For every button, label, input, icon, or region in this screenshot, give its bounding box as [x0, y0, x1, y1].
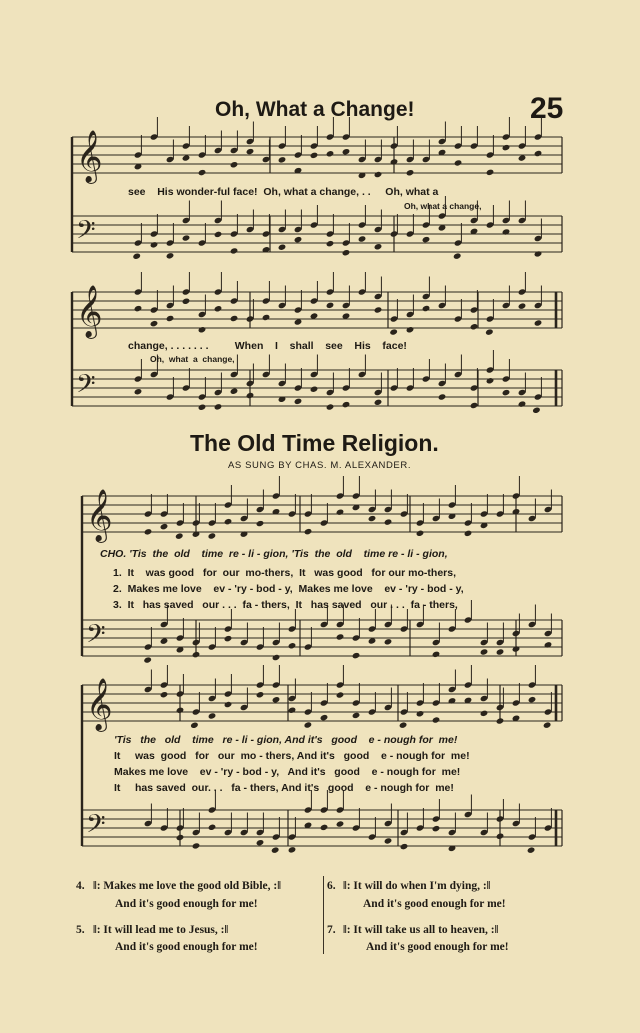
- song2-system2-treble-clef: 𝄞: [86, 677, 113, 730]
- song2-system2-treble-notehead: [528, 696, 537, 703]
- song2-system1-bass-notehead: [384, 638, 393, 645]
- song1-system2-treble-notehead: [230, 315, 239, 322]
- song1-system1-treble-notehead: [406, 169, 415, 176]
- song2-system2-bass-notehead: [192, 842, 201, 849]
- song2-system2-treble-notehead: [543, 721, 552, 728]
- verse-6-number: 6.: [327, 880, 336, 892]
- song1-system1-bass-notehead: [294, 236, 303, 243]
- song1-system2-treble-notehead: [470, 323, 479, 330]
- song1-system1-bass-clef: 𝄢: [76, 216, 96, 251]
- verse-column-divider: [323, 876, 324, 954]
- song1-system2-treble-notehead: [422, 305, 431, 312]
- song1-system2-bass-notehead: [294, 398, 303, 405]
- song1-system1-treble-notehead: [502, 144, 511, 151]
- song2-system2-treble-notehead: [304, 721, 313, 728]
- song1-system2-treble-notehead: [166, 315, 175, 322]
- song-credit: AS SUNG BY CHAS. M. ALEXANDER.: [228, 460, 412, 471]
- song1-system2-bass-notehead: [470, 402, 479, 409]
- song2-system2-bass-notehead: [208, 824, 217, 831]
- song1-system2-bass-notehead: [502, 389, 511, 396]
- song2-system2-treble-notehead: [399, 721, 408, 728]
- song2-s1-line-verse3: 3. It has saved our . . . fa - thers, It has saved our . . . fa - thers,: [113, 599, 458, 611]
- song2-system1-bass-notehead: [480, 648, 489, 655]
- song1-system1-treble-notehead: [486, 169, 495, 176]
- song1-system1-bass-notehead: [534, 250, 543, 257]
- song1-system1-treble-clef: 𝄞: [76, 129, 103, 182]
- song1-system1-bass-notehead: [422, 236, 431, 243]
- song2-system2-bass-notehead: [256, 839, 265, 846]
- song2-system2-treble-notehead: [190, 722, 199, 729]
- song2-system2-treble-notehead: [160, 691, 169, 698]
- song2-system1-treble-notehead: [336, 509, 345, 516]
- song2-system1-treble-notehead: [144, 528, 153, 535]
- song1-system2-treble-notehead: [326, 302, 335, 309]
- song1-system2-treble-notehead: [214, 305, 223, 312]
- song2-system1-treble-notehead: [384, 518, 393, 525]
- verse-4-number: 4.: [76, 880, 85, 892]
- song2-system2-bass-notehead: [288, 846, 297, 853]
- song2-system1-treble-notehead: [416, 530, 425, 537]
- song1-system2-bass-notehead: [198, 404, 207, 411]
- song2-system1-bass-notehead: [160, 637, 169, 644]
- song1-system2-bass-notehead: [342, 401, 351, 408]
- song2-system1-bass-clef: 𝄢: [86, 620, 106, 655]
- song1-system2-bass-clef: 𝄢: [76, 370, 96, 405]
- song1-system2-treble-notehead: [374, 306, 383, 313]
- song1-system2-bass-notehead: [518, 400, 527, 407]
- song1-system1-treble-notehead: [534, 150, 543, 157]
- song2-system2-treble-notehead: [224, 701, 233, 708]
- song2-system2-treble-notehead: [336, 691, 345, 698]
- song1-system2-bass-text: Oh, what a change,: [150, 354, 235, 364]
- song2-system1-treble-notehead: [368, 515, 377, 522]
- song1-system1-bass-notehead: [453, 252, 462, 259]
- song1-system1-bass-notehead: [342, 249, 351, 256]
- verse-5-number: 5.: [76, 924, 85, 936]
- page-number: 25: [530, 92, 564, 125]
- song2-system1-treble-clef: 𝄞: [86, 488, 113, 541]
- song1-system2-treble-notehead: [262, 314, 271, 321]
- song2-system2-treble-notehead: [416, 710, 425, 717]
- song-title-old-time-religion: The Old Time Religion.: [190, 430, 439, 456]
- song1-system1-bass-notehead: [502, 228, 511, 235]
- song1-system1-bass-notehead: [150, 241, 159, 248]
- verse-7-line1: ‖: It will take us all to heaven, :‖: [343, 924, 499, 936]
- song2-system2-treble-notehead: [320, 714, 329, 721]
- song2-system1-treble-notehead: [256, 520, 265, 527]
- song1-system2-treble-notehead: [182, 298, 191, 305]
- song2-s2-line-verse1: It was good for our mo - thers, And it's good e - nough for me!: [114, 750, 470, 762]
- song1-system1-treble-notehead: [310, 152, 319, 159]
- song1-system2-treble-notehead: [134, 305, 143, 312]
- song1-system2-bass-notehead: [374, 399, 383, 406]
- song2-system1-bass-notehead: [288, 642, 297, 649]
- song1-system2-bass-notehead: [486, 377, 495, 384]
- song1-system1-treble-notehead: [246, 148, 255, 155]
- song2-system1-bass-notehead: [432, 651, 441, 658]
- song1-system2-bass-notehead: [230, 388, 239, 395]
- song1-system2-lyrics: change, . . . . . . . When I shall see His face!: [128, 340, 407, 352]
- song1-system2-treble-notehead: [198, 326, 207, 333]
- song1-system2-bass-notehead: [326, 403, 335, 410]
- song2-system2-treble-notehead: [352, 712, 361, 719]
- song2-system2-bass-clef: 𝄢: [86, 810, 106, 845]
- song2-system2-treble-notehead: [496, 717, 505, 724]
- song2-system1-treble-notehead: [175, 532, 184, 539]
- song2-s1-line-chorus: CHO. 'Tis the old time re - li - gion, 'Tis the old time re - li - gion,: [100, 548, 448, 560]
- song2-system1-bass-notehead: [336, 633, 345, 640]
- song2-system2-treble-notehead: [256, 691, 265, 698]
- song1-system1-treble-notehead: [342, 148, 351, 155]
- verse-6-line2: And it's good enough for me!: [363, 898, 506, 910]
- verse-7-line2: And it's good enough for me!: [366, 941, 509, 953]
- song2-s2-line-chorus: 'Tis the old time re - li - gion, And it's good e - nough for me!: [114, 734, 458, 746]
- song1-system1-treble-notehead: [278, 156, 287, 163]
- song2-system2-bass-notehead: [320, 824, 329, 831]
- song2-system2-treble-notehead: [208, 712, 217, 719]
- song2-system2-bass-notehead: [496, 833, 505, 840]
- song1-system1-bass-notehead: [166, 252, 175, 259]
- verse-4-line1: ‖: Makes me love the good old Bible, :‖: [93, 880, 281, 892]
- song1-system1-treble-notehead: [230, 161, 239, 168]
- song1-system2-treble-notehead: [406, 326, 415, 333]
- song2-system2-treble-notehead: [480, 710, 489, 717]
- song1-system1-bass-notehead: [374, 243, 383, 250]
- song1-system2-treble-notehead: [150, 320, 159, 327]
- song1-system1-treble-notehead: [374, 171, 383, 178]
- verse-4-line2: And it's good enough for me!: [115, 898, 258, 910]
- verse-5-line2: And it's good enough for me!: [115, 941, 258, 953]
- song2-system1-bass-notehead: [352, 652, 361, 659]
- song1-system1-bass-text: Oh, what a change,: [404, 201, 482, 211]
- song1-system2-treble-notehead: [518, 302, 527, 309]
- song1-system2-treble-notehead: [485, 328, 494, 335]
- song1-system1-bass-notehead: [230, 247, 239, 254]
- song1-system1-treble-notehead: [198, 169, 207, 176]
- song2-s1-line-verse2: 2. Makes me love ev - 'ry - bod - y, Makes me love ev - 'ry - bod - y,: [113, 583, 464, 595]
- song2-system1-bass-notehead: [192, 651, 201, 658]
- song2-s1-line-verse1: 1. It was good for our mo-thers, It was good for our mo-thers,: [113, 567, 457, 579]
- song1-system1-treble-notehead: [326, 150, 335, 157]
- song1-system1-bass-notehead: [278, 244, 287, 251]
- song2-system2-treble-notehead: [432, 716, 441, 723]
- verse-7-number: 7.: [327, 924, 336, 936]
- song2-s2-line-verse3: It has saved our. . . fa - thers, And it's good e - nough for me!: [114, 782, 454, 794]
- song2-system2-bass-notehead: [527, 846, 536, 853]
- song2-system2-bass-notehead: [400, 843, 409, 850]
- song1-system1-bass-notehead: [132, 253, 141, 260]
- song2-system1-bass-notehead: [224, 635, 233, 642]
- song2-system2-treble-notehead: [288, 707, 297, 714]
- song1-system2-bass-notehead: [134, 388, 143, 395]
- song2-system2-bass-notehead: [271, 846, 280, 853]
- song2-system1-bass-notehead: [143, 656, 152, 663]
- song1-system1-treble-notehead: [454, 159, 463, 166]
- song1-system2-bass-notehead: [214, 403, 223, 410]
- song-title-oh-what-a-change: Oh, What a Change!: [215, 98, 415, 121]
- song2-system1-treble-notehead: [304, 528, 313, 535]
- song1-system1-bass-notehead: [214, 231, 223, 238]
- song1-system2-bass-notehead: [310, 386, 319, 393]
- song2-system1-treble-notehead: [208, 532, 217, 539]
- song2-system2-bass-notehead: [176, 834, 185, 841]
- song1-system2-bass-notehead: [246, 392, 255, 399]
- verse-6-line1: ‖: It will do when I'm dying, :‖: [343, 880, 491, 892]
- song1-system2-treble-notehead: [534, 319, 543, 326]
- song1-system1-bass-notehead: [326, 240, 335, 247]
- song2-system1-bass-notehead: [272, 654, 281, 661]
- song1-system1-lyrics: see His wonder-ful face! Oh, what a change, . . Oh, what a: [128, 186, 439, 198]
- song1-system1-bass-notehead: [182, 234, 191, 241]
- song2-s2-line-verse2: Makes me love ev - 'ry - bod - y, And it's good e - nough for me!: [114, 766, 461, 778]
- song2-system2-bass-notehead: [384, 837, 393, 844]
- song2-system2-bass-notehead: [432, 825, 441, 832]
- song1-system2-treble-notehead: [389, 328, 398, 335]
- song2-system2-bass-notehead: [336, 820, 345, 827]
- song1-system2-bass-notehead: [438, 393, 447, 400]
- song2-system2-treble-notehead: [176, 707, 185, 714]
- song2-system1-bass-notehead: [496, 648, 505, 655]
- song1-system1-bass-notehead: [358, 235, 367, 242]
- song1-system2-treble-clef: 𝄞: [76, 284, 103, 337]
- song2-system1-treble-notehead: [160, 523, 169, 530]
- song1-system2-bass-notehead: [532, 407, 541, 414]
- song2-system1-bass-notehead: [512, 645, 521, 652]
- song2-system2-treble-notehead: [272, 696, 281, 703]
- song2-system1-treble-notehead: [464, 530, 473, 537]
- verse-5-line1: ‖: It will lead me to Jesus, :‖: [93, 924, 229, 936]
- song2-system1-treble-notehead: [224, 518, 233, 525]
